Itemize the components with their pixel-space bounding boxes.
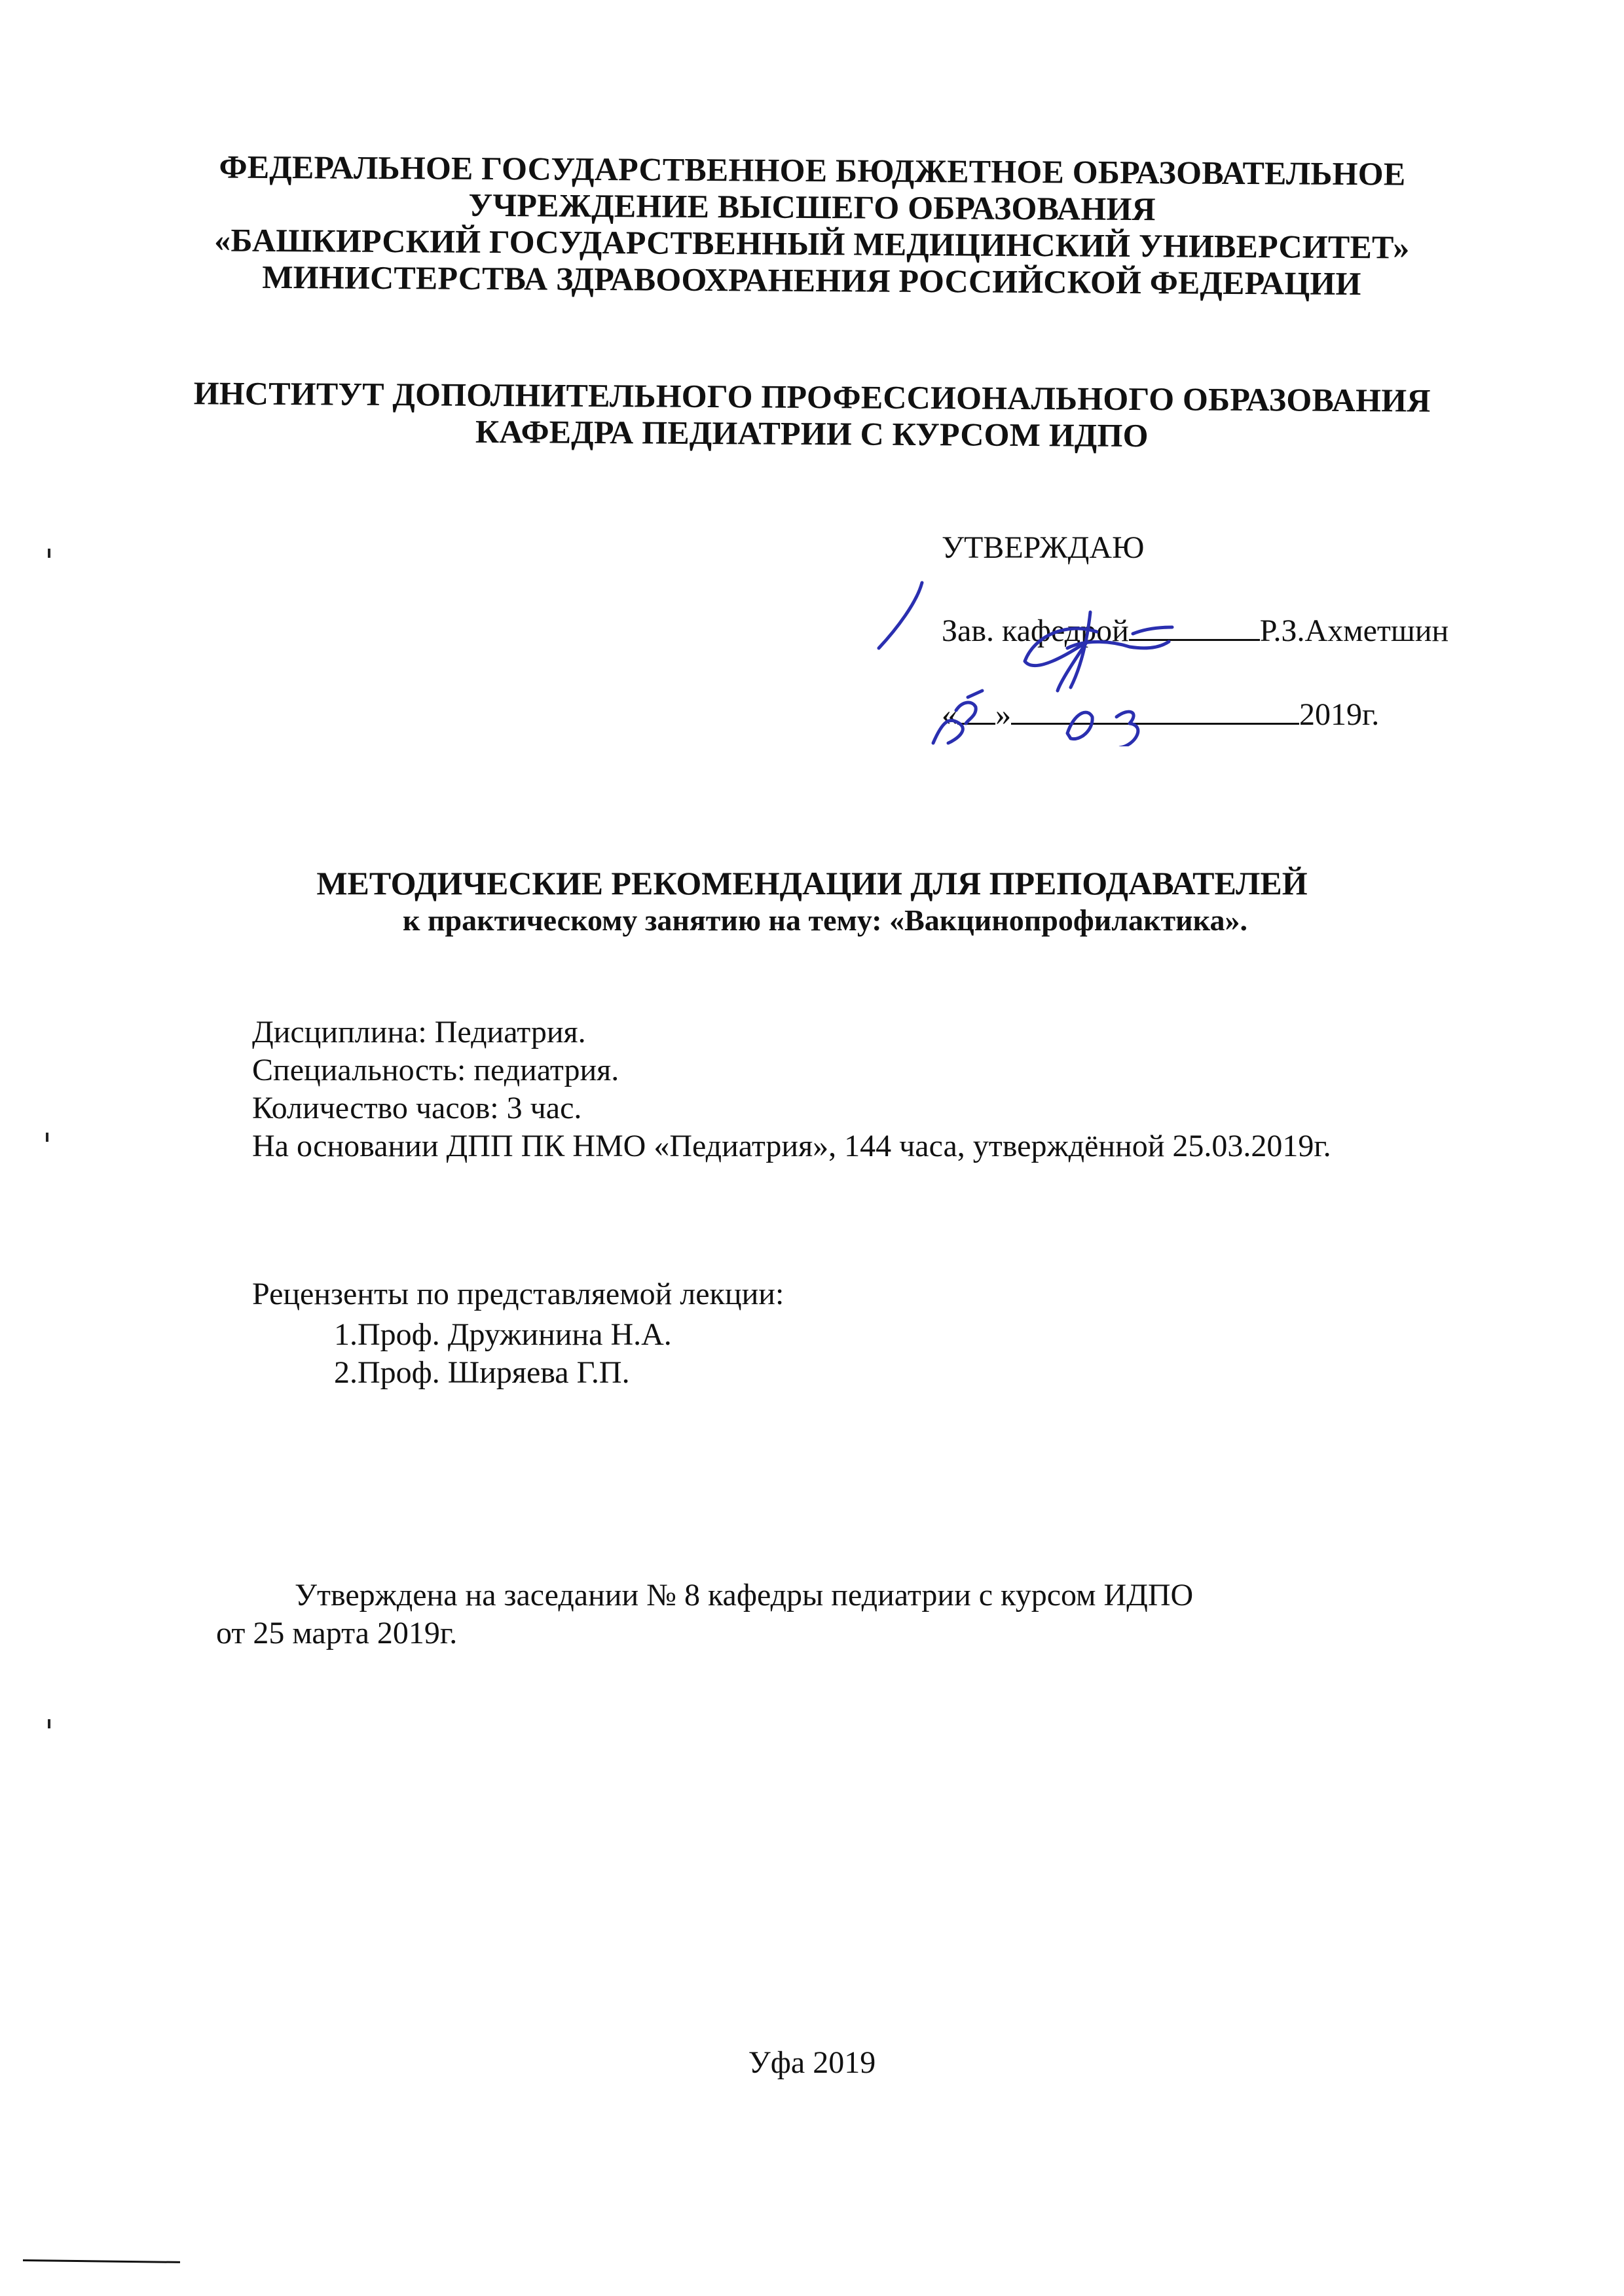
- scan-mark: [48, 549, 50, 558]
- approver-name: Р.З.Ахметшин: [1259, 613, 1449, 648]
- institution-line: ФЕДЕРАЛЬНОЕ ГОСУДАРСТВЕННОЕ БЮДЖЕТНОЕ ОБРАЗОВАТЕЛЬНОЕ: [219, 148, 1406, 192]
- institution-line: МИНИСТЕРСТВА ЗДРАВООХРАНЕНИЯ РОССИЙСКОЙ ФЕДЕРАЦИИ: [262, 258, 1361, 302]
- scan-mark: [48, 1719, 50, 1728]
- institution-line: УЧРЕЖДЕНИЕ ВЫСШЕГО ОБРАЗОВАНИЯ: [468, 186, 1156, 228]
- meeting-date-line: от 25 марта 2019г.: [216, 1616, 458, 1650]
- document-subtitle: к практическому занятию на тему: «Вакцинопрофилактика».: [403, 903, 1247, 937]
- department-header: [0, 373, 1624, 456]
- meeting-approval-line: Утверждена на заседании № 8 кафедры педиатрии с курсом ИДПО: [295, 1578, 1194, 1613]
- handwritten-signature: [871, 576, 1460, 746]
- reviewers-heading: Рецензенты по представляемой лекции:: [252, 1277, 784, 1311]
- detail-discipline: Дисциплина: Педиатрия.: [252, 1015, 586, 1049]
- month-stroke: [1067, 712, 1138, 746]
- detail-basis: На основании ДПП ПК НМО «Педиатрия», 144 часа, утверждённой 25.03.2019г.: [252, 1129, 1331, 1163]
- date-close-quote: »: [995, 697, 1011, 732]
- day-stroke: [933, 691, 982, 743]
- reviewer-item: 2.Проф. Ширяева Г.П.: [334, 1355, 630, 1390]
- signature-stroke: [1133, 627, 1172, 634]
- department-line: КАФЕДРА ПЕДИАТРИИ С КУРСОМ ИДПО: [475, 412, 1149, 454]
- institution-header: [0, 147, 1624, 303]
- detail-specialty: Специальность: педиатрия.: [252, 1053, 619, 1087]
- position-label: Зав. кафедрой: [942, 613, 1129, 648]
- scan-edge-line: [23, 2259, 180, 2263]
- approval-year: 2019г.: [1299, 697, 1380, 732]
- approval-heading: УТВЕРЖДАЮ: [942, 530, 1145, 565]
- scan-mark: [46, 1133, 48, 1142]
- detail-hours: Количество часов: 3 час.: [252, 1091, 582, 1125]
- institution-line: «БАШКИРСКИЙ ГОСУДАРСТВЕННЫЙ МЕДИЦИНСКИЙ УНИВЕРСИТЕТ»: [214, 221, 1410, 266]
- document-title: МЕТОДИЧЕСКИЕ РЕКОМЕНДАЦИИ ДЛЯ ПРЕПОДАВАТЕЛЕЙ: [316, 865, 1308, 902]
- department-line: ИНСТИТУТ ДОПОЛНИТЕЛЬНОГО ПРОФЕССИОНАЛЬНОГО ОБРАЗОВАНИЯ: [193, 374, 1431, 419]
- reviewer-item: 1.Проф. Дружинина Н.А.: [334, 1317, 672, 1352]
- date-open-quote: «: [942, 697, 957, 732]
- city-year: Уфа 2019: [748, 2045, 876, 2080]
- approval-check-stroke: [879, 583, 922, 648]
